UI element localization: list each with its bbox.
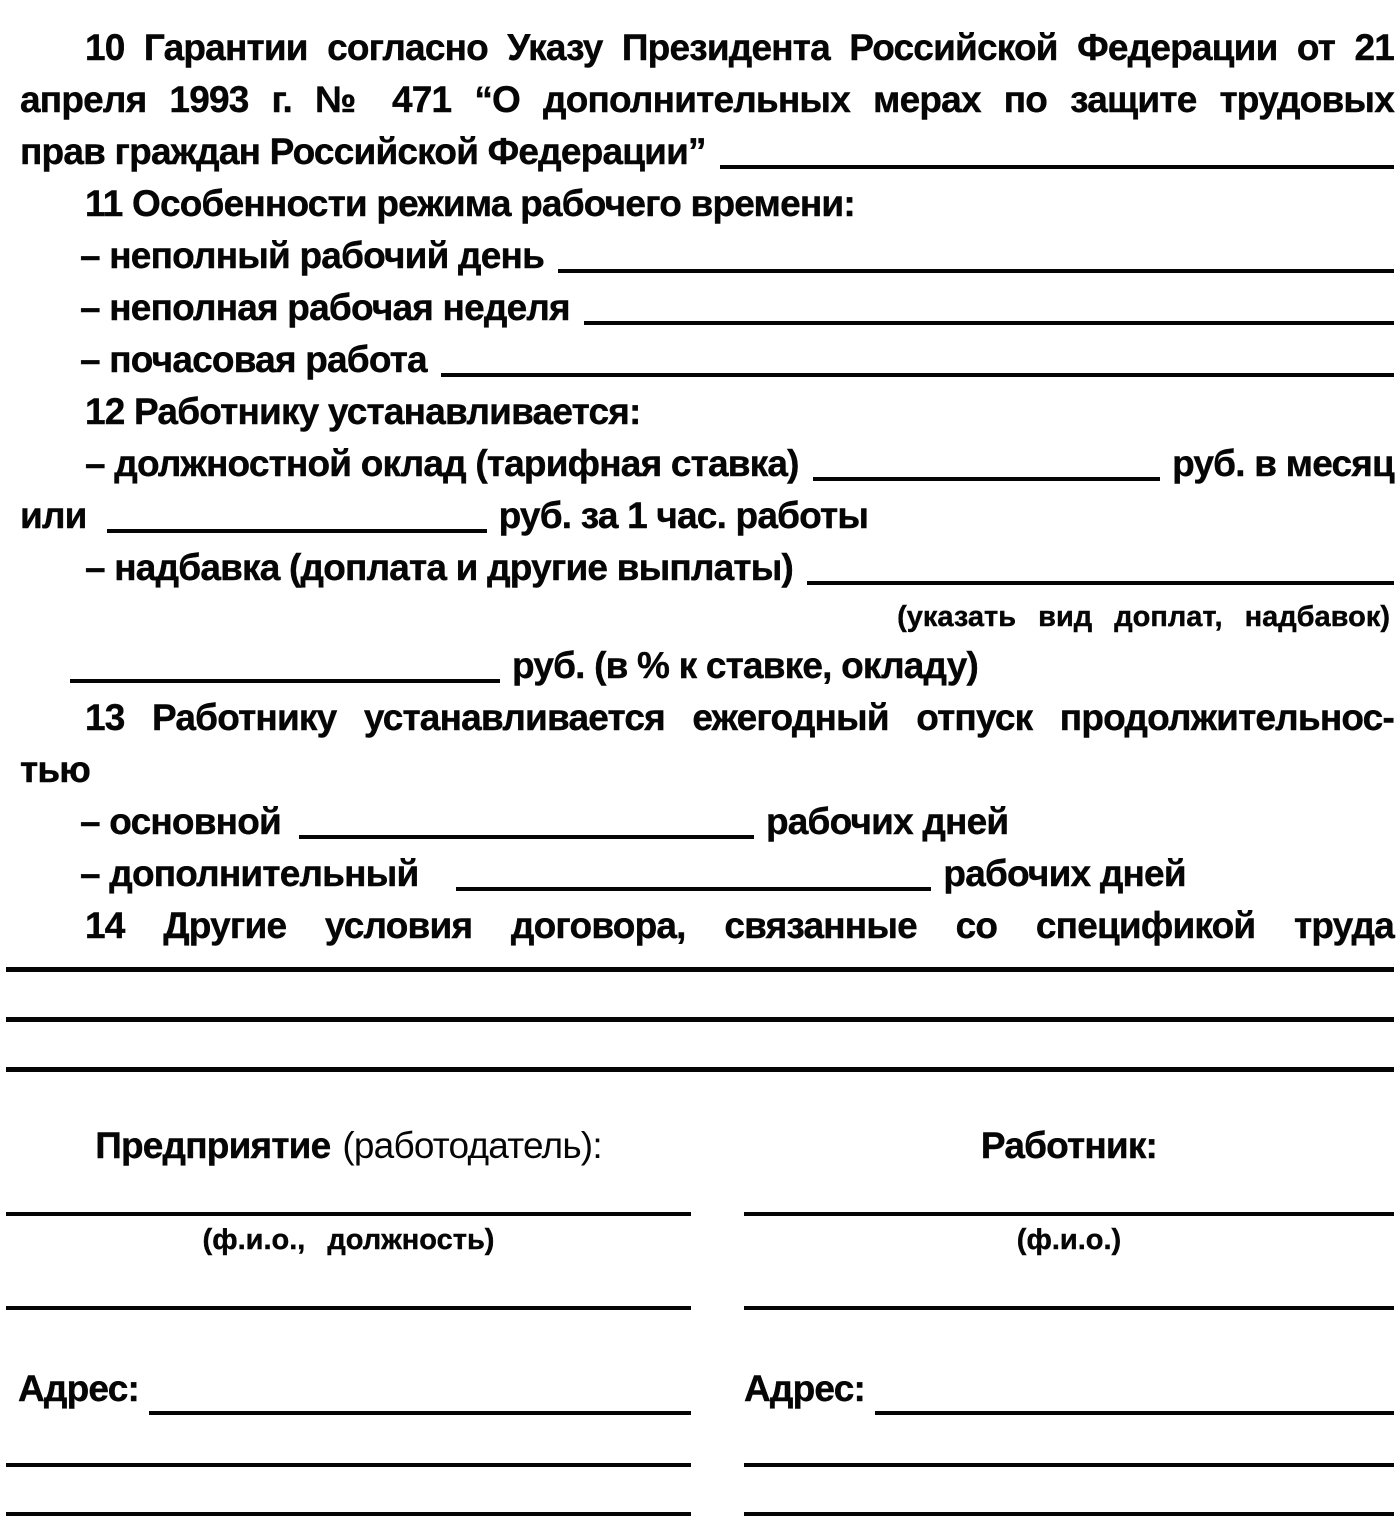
employee-address-line-3 xyxy=(744,1512,1394,1516)
clause-10-line-3 xyxy=(0,126,1400,178)
clause-10-line-2: апреля 1993 г. № 471 “О дополнительных мерах по защите трудовых xyxy=(20,79,1394,120)
employer-address-blank-underline xyxy=(149,1363,691,1415)
clause-13-line-1: 13 Работнику устанавливается ежегодный отпуск продолжительнос- xyxy=(85,697,1394,738)
ruled-line-1 xyxy=(6,952,1394,972)
field-vacation-main-label: – основной xyxy=(80,801,281,842)
employer-extra-line xyxy=(6,1306,691,1310)
bonus-note: (указать вид доплат, надбавок) xyxy=(897,601,1390,633)
employee-extra-line xyxy=(744,1306,1394,1310)
employer-address-label: Адрес: xyxy=(18,1368,139,1409)
clause-13-line-2: тью xyxy=(20,749,91,790)
field-bonus-label: – надбавка (доплата и другие выплаты) xyxy=(85,547,794,588)
field-vacation-main xyxy=(0,796,1400,848)
hourly-work-blank-underline xyxy=(441,334,1394,377)
employer-heading-bold: Предприятие xyxy=(95,1125,331,1166)
address-line-row-3 xyxy=(6,1467,1394,1516)
field-vacation-extra xyxy=(0,848,1400,900)
clause-11-heading: 11 Особенности режима рабочего времени: xyxy=(85,183,855,224)
signature-captions xyxy=(6,1218,1394,1262)
field-partial-workday xyxy=(0,230,1400,282)
ruled-line-3 xyxy=(6,1022,1394,1072)
employer-signature-caption: (ф.и.о., должность) xyxy=(202,1224,495,1256)
field-partial-workday-label: – неполный рабочий день xyxy=(80,235,545,276)
clause-14-heading: 14 Другие условия договора, связанные со спецификой труда xyxy=(85,905,1394,946)
bonus-blank-underline xyxy=(807,542,1394,585)
partial-workday-blank-underline xyxy=(558,230,1394,273)
clause-10-line-3-text: прав граждан Российской Федерации” xyxy=(20,131,706,172)
field-vacation-main-suffix: рабочих дней xyxy=(765,801,1009,842)
vacation-extra-blank-underline xyxy=(456,848,931,891)
field-vacation-extra-label: – дополнительный xyxy=(80,853,419,894)
field-bonus-percent-suffix: руб. (в % к ставке, окладу) xyxy=(512,645,978,686)
employee-address-field xyxy=(744,1363,1394,1415)
signature-headings xyxy=(6,1120,1394,1172)
field-hourly-work xyxy=(0,334,1400,386)
employee-address-line-2 xyxy=(744,1463,1394,1467)
field-partial-workweek xyxy=(0,282,1400,334)
employer-signature-line xyxy=(6,1212,691,1216)
clause-10-blank-underline xyxy=(720,126,1394,169)
field-salary xyxy=(0,438,1400,490)
employer-heading xyxy=(6,1120,691,1172)
ruled-line-2 xyxy=(6,972,1394,1022)
field-bonus xyxy=(0,542,1400,594)
field-hourly-rate-suffix: руб. за 1 час. работы xyxy=(498,495,869,536)
employee-address-label: Адрес: xyxy=(744,1368,865,1409)
field-partial-workweek-label: – неполная рабочая неделя xyxy=(80,287,570,328)
field-hourly-rate-label: или xyxy=(20,495,87,536)
signature-line-row-1 xyxy=(6,1172,1394,1216)
employer-address-line-2 xyxy=(6,1463,691,1467)
employee-address-blank-underline xyxy=(875,1363,1394,1415)
address-row xyxy=(6,1363,1394,1415)
field-vacation-extra-suffix: рабочих дней xyxy=(943,853,1186,894)
employer-address-field xyxy=(6,1363,691,1415)
employee-signature-line xyxy=(744,1212,1394,1216)
employer-heading-rest: (работодатель): xyxy=(342,1125,602,1166)
employee-heading: Работник: xyxy=(980,1125,1158,1166)
field-hourly-rate xyxy=(0,490,1400,542)
field-salary-suffix: руб. в месяц xyxy=(1172,443,1394,484)
field-bonus-percent xyxy=(0,640,1400,692)
signature-line-row-2 xyxy=(6,1262,1394,1310)
field-salary-label: – должностной оклад (тарифная ставка) xyxy=(85,443,799,484)
address-line-row-2 xyxy=(6,1415,1394,1467)
signature-section xyxy=(0,1120,1400,1516)
salary-blank-underline xyxy=(813,438,1160,481)
hourly-rate-blank-underline xyxy=(107,490,487,533)
clause-10-line-1: 10 Гарантии согласно Указу Президента Российской Федерации от 21 xyxy=(85,27,1394,68)
employer-address-line-3 xyxy=(6,1512,691,1516)
employee-signature-caption: (ф.и.о.) xyxy=(1016,1224,1122,1256)
clause-12-heading: 12 Работнику устанавливается: xyxy=(85,391,641,432)
vacation-main-blank-underline xyxy=(299,796,754,839)
partial-workweek-blank-underline xyxy=(584,282,1394,325)
bonus-percent-blank-underline xyxy=(70,640,500,683)
field-hourly-work-label: – почасовая работа xyxy=(80,339,427,380)
